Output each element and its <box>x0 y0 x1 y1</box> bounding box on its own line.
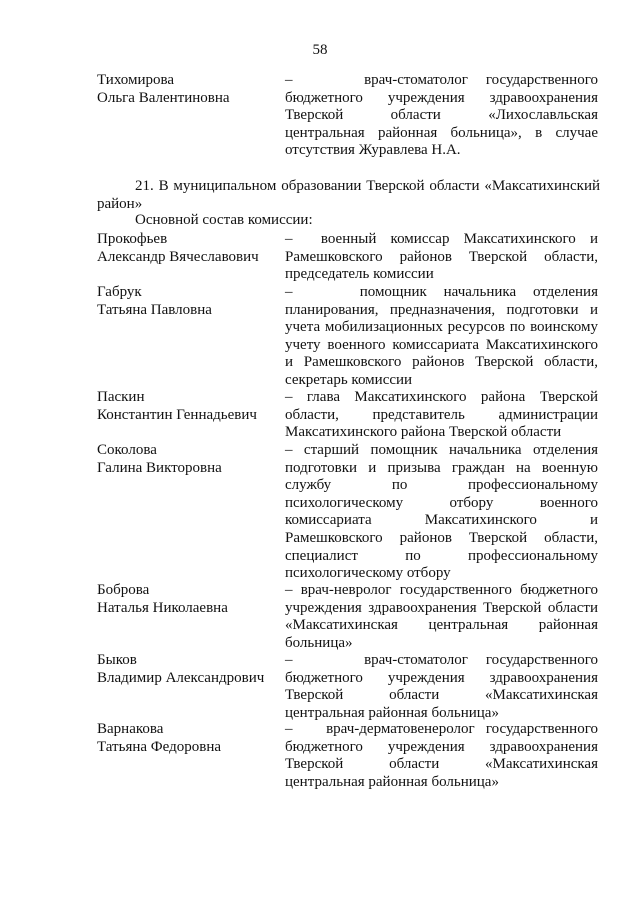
member-role <box>285 652 598 722</box>
member-name <box>97 582 277 617</box>
page-number: 58 <box>312 42 328 58</box>
member-surname: Паскин <box>97 389 145 405</box>
member-given-names: Галина Викторовна <box>97 459 222 476</box>
role-line: Тверской области «Максатихинская <box>285 687 598 704</box>
role-line: центральная районная больница» <box>285 773 499 790</box>
role-line: – старший помощник начальника отделения <box>285 442 598 458</box>
role-line: планирования, предназначения, подготовки и <box>285 301 598 318</box>
member-surname: Быков <box>97 652 137 668</box>
role-line: учреждения здравоохранения Тверской области <box>285 599 598 616</box>
member-given-names: Александр Вячеславович <box>97 248 259 265</box>
section-subheading: Основной состав комиссии: <box>135 212 313 228</box>
section-heading-line: 21. В муниципальном образовании Тверской области «Максатихинский <box>135 178 600 194</box>
role-line: секретарь комиссии <box>285 371 413 388</box>
role-line: учета мобилизационных ресурсов по воинскому <box>285 319 598 336</box>
member-surname: Соколова <box>97 442 157 458</box>
role-line: – глава Максатихинского района Тверской <box>285 389 598 405</box>
member-role <box>285 389 598 442</box>
role-line: Рамешковского районов Тверской области, <box>285 529 598 546</box>
member-role <box>285 72 598 160</box>
role-line: «Максатихинская центральная районная <box>285 617 598 634</box>
member-role <box>285 231 598 284</box>
role-line: области, представитель администрации <box>285 406 598 423</box>
role-line: отсутствия Журавлева Н.А. <box>285 142 461 159</box>
member-surname: Габрук <box>97 284 142 300</box>
role-line: бюджетного учреждения здравоохранения <box>285 738 598 755</box>
member-given-names: Ольга Валентиновна <box>97 89 230 106</box>
role-line: Максатихинского района Тверской области <box>285 424 562 441</box>
member-given-names: Владимир Александрович <box>97 669 265 686</box>
role-line: специалист по профессиональному <box>285 547 598 564</box>
member-name <box>97 72 277 107</box>
member-name <box>97 721 277 756</box>
role-line: службу по профессиональному <box>285 477 598 494</box>
role-line: – военный комиссар Максатихинского и <box>285 231 598 247</box>
role-line: – врач-стоматолог государственного <box>285 652 598 668</box>
member-given-names: Константин Геннадьевич <box>97 406 257 423</box>
role-line: комиссариата Максатихинского и <box>285 512 598 529</box>
member-name <box>97 284 277 319</box>
role-line: бюджетного учреждения здравоохранения <box>285 669 598 686</box>
role-line: и Рамешковского районов Тверской области, <box>285 354 598 371</box>
member-given-names: Татьяна Павловна <box>97 301 212 318</box>
role-line: психологическому отбору <box>285 565 451 582</box>
role-line: – врач-стоматолог государственного <box>285 72 598 88</box>
role-line: больница» <box>285 634 353 651</box>
member-role <box>285 721 598 791</box>
role-line: Рамешковского районов Тверской области, <box>285 248 598 265</box>
role-line: – врач-дерматовенеролог государственного <box>285 721 598 737</box>
member-surname: Прокофьев <box>97 231 168 247</box>
role-line: председатель комиссии <box>285 266 434 283</box>
member-surname: Тихомирова <box>97 72 175 88</box>
role-line: центральная районная больница», в случае <box>285 124 598 141</box>
role-line: учету военного комиссариата Максатихинского <box>285 336 598 353</box>
member-name <box>97 652 277 687</box>
member-name <box>97 442 277 477</box>
member-name <box>97 389 277 424</box>
role-line: – врач-невролог государственного бюджетного <box>285 582 598 598</box>
role-line: подготовки и призыва граждан на военную <box>285 459 598 476</box>
section-heading <box>97 178 600 213</box>
member-surname: Варнакова <box>97 721 164 737</box>
section-heading-line: район» <box>97 195 143 212</box>
role-line: Тверской области «Максатихинская <box>285 756 598 773</box>
member-surname: Боброва <box>97 582 150 598</box>
role-line: Тверской области «Лихославльская <box>285 107 598 124</box>
member-name <box>97 231 277 266</box>
member-role <box>285 582 598 652</box>
member-role <box>285 284 598 390</box>
member-role <box>285 442 598 583</box>
member-given-names: Наталья Николаевна <box>97 599 228 616</box>
role-line: центральная районная больница» <box>285 704 499 721</box>
role-line: психологическому отбору военного <box>285 494 598 511</box>
member-given-names: Татьяна Федоровна <box>97 738 221 755</box>
role-line: бюджетного учреждения здравоохранения <box>285 89 598 106</box>
role-line: – помощник начальника отделения <box>285 284 598 300</box>
